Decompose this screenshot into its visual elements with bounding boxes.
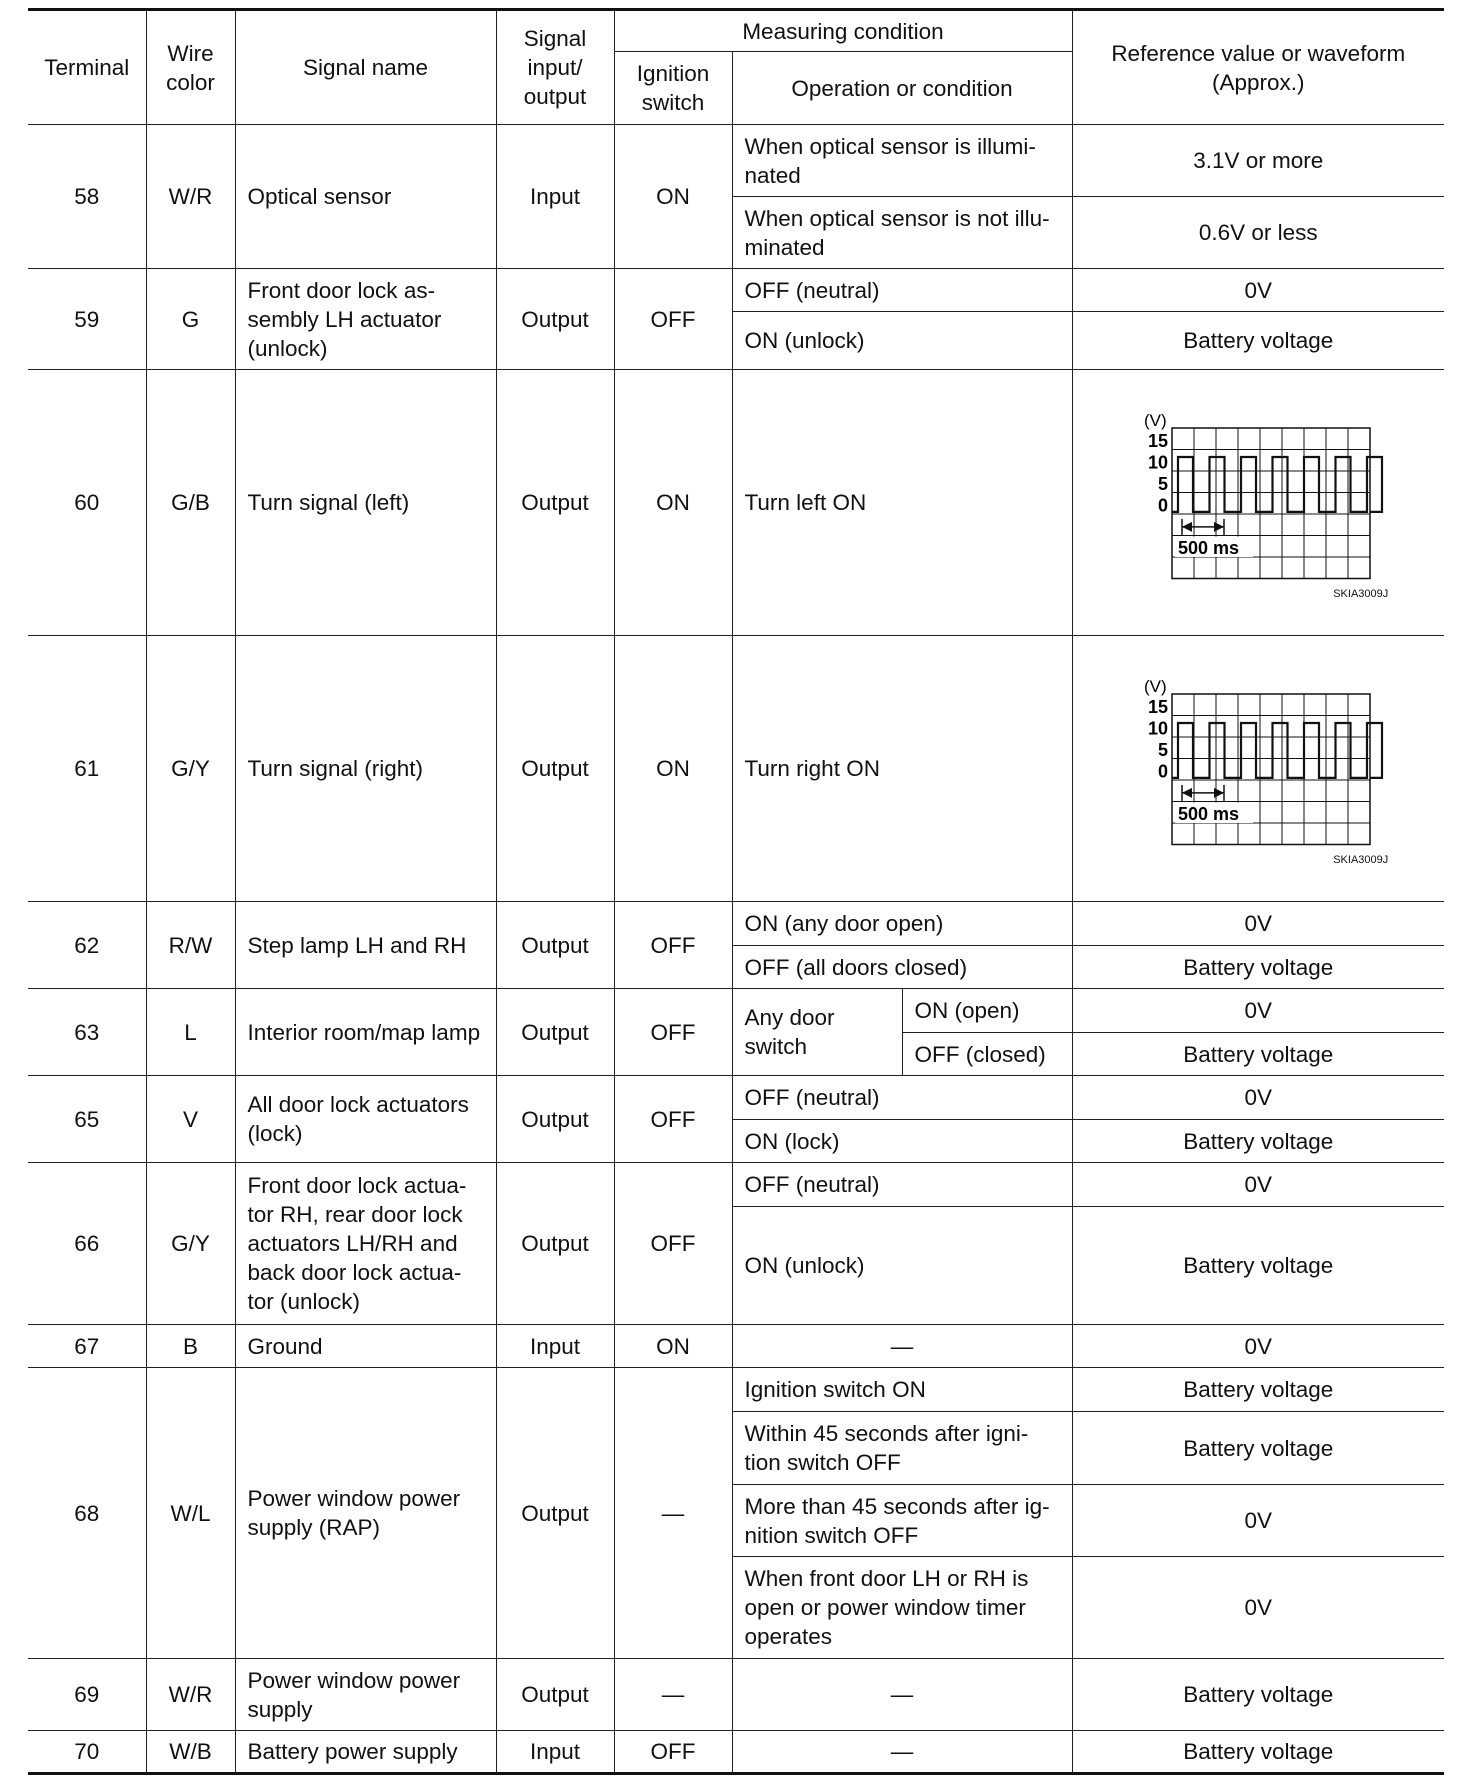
operation-cell: ON (unlock) [732,312,1072,370]
header-reference: Reference value or waveform (Approx.) [1072,10,1444,125]
reference-cell: Battery voltage [1072,1120,1444,1163]
operation-cell: — [732,1325,1072,1368]
ignition-cell: — [614,1368,732,1659]
reference-cell: Battery voltage [1072,1731,1444,1774]
terminal-cell: 60 [28,370,146,636]
signal-name-cell: Turn signal (left) [235,370,496,636]
signal-name-cell: Ground [235,1325,496,1368]
ignition-cell: — [614,1659,732,1731]
operation-cell: ON (open) [902,989,1072,1033]
terminal-spec-table [28,8,1444,1775]
terminal-cell: 67 [28,1325,146,1368]
turn-signal-waveform [1128,406,1388,586]
ignition-cell: OFF [614,1076,732,1163]
signal-io-cell: Output [496,269,614,370]
y-tick-label: 15 [1148,430,1169,451]
reference-cell: Battery voltage [1072,1368,1444,1412]
signal-name-cell: Battery power supply [235,1731,496,1774]
signal-io-cell: Output [496,1076,614,1163]
reference-cell: 0V [1072,1557,1444,1659]
reference-cell: 0V [1072,269,1444,312]
wire-color-cell: G/B [146,370,235,636]
operation-cell: ON (lock) [732,1120,1072,1163]
reference-cell: 0V [1072,1325,1444,1368]
operation-cell: When optical sensor is illumi-nated [732,125,1072,197]
signal-io-cell: Output [496,902,614,989]
signal-name-cell: Front door lock actua-tor RH, rear door lock actuators LH/RH and back door lock actua-tor (unlock) [235,1163,496,1325]
terminal-cell: 66 [28,1163,146,1325]
reference-waveform-cell [1072,370,1444,636]
signal-io-cell: Input [496,1731,614,1774]
operation-cell: More than 45 seconds after ig-nition switch OFF [732,1485,1072,1557]
y-unit-label: (V) [1144,676,1167,696]
header-measuring-condition: Measuring condition [614,10,1072,52]
operation-cell: — [732,1659,1072,1731]
wire-color-cell: G/Y [146,636,235,902]
signal-io-cell: Output [496,636,614,902]
signal-name-cell: Power window power supply (RAP) [235,1368,496,1659]
operation-cell: OFF (closed) [902,1033,1072,1076]
wire-color-cell: R/W [146,902,235,989]
wire-color-cell: G [146,269,235,370]
ignition-cell: ON [614,1325,732,1368]
signal-name-cell: All door lock actuators (lock) [235,1076,496,1163]
wire-color-cell: B [146,1325,235,1368]
waveform-trace [1172,457,1382,512]
wire-color-cell: L [146,989,235,1076]
reference-cell: 0V [1072,902,1444,946]
header-operation: Operation or condition [732,52,1072,125]
signal-io-cell: Input [496,125,614,269]
terminal-cell: 58 [28,125,146,269]
wire-color-cell: G/Y [146,1163,235,1325]
terminal-cell: 65 [28,1076,146,1163]
wire-color-cell: W/R [146,1659,235,1731]
ignition-cell: ON [614,370,732,636]
signal-io-cell: Output [496,989,614,1076]
operation-cell: OFF (neutral) [732,269,1072,312]
terminal-cell: 62 [28,902,146,989]
y-tick-label: 0 [1158,494,1169,515]
operation-cell: OFF (all doors closed) [732,946,1072,989]
ignition-cell: ON [614,636,732,902]
reference-cell: 0.6V or less [1072,197,1444,269]
figure-code: SKIA3009J [1333,853,1389,866]
reference-cell: 0V [1072,1485,1444,1557]
header-wire-color: Wire color [146,10,235,125]
y-tick-label: 10 [1148,717,1169,738]
signal-io-cell: Output [496,1659,614,1731]
reference-cell: Battery voltage [1072,1659,1444,1731]
terminal-cell: 70 [28,1731,146,1774]
operation-cell: When optical sensor is not illu-minated [732,197,1072,269]
operation-cell: OFF (neutral) [732,1076,1072,1120]
operation-cell: — [732,1731,1072,1774]
signal-io-cell: Output [496,370,614,636]
signal-name-cell: Interior room/map lamp [235,989,496,1076]
signal-name-cell: Optical sensor [235,125,496,269]
figure-code: SKIA3009J [1333,587,1389,600]
y-tick-label: 5 [1158,739,1169,760]
terminal-cell: 68 [28,1368,146,1659]
wire-color-cell: W/R [146,125,235,269]
terminal-cell: 59 [28,269,146,370]
time-division-label: 500 ms [1178,537,1240,558]
ignition-cell: OFF [614,989,732,1076]
ignition-cell: OFF [614,902,732,989]
operation-group-cell: Any door switch [732,989,902,1076]
ignition-cell: OFF [614,1731,732,1774]
time-division-label: 500 ms [1178,803,1240,824]
reference-cell: Battery voltage [1072,1033,1444,1076]
reference-cell: 0V [1072,1076,1444,1120]
header-signal-name: Signal name [235,10,496,125]
operation-cell: ON (unlock) [732,1207,1072,1325]
waveform-figure [1128,672,1388,866]
signal-name-cell: Front door lock as-sembly LH actuator (unlock) [235,269,496,370]
waveform-figure [1128,406,1388,600]
operation-cell: Turn left ON [732,370,1072,636]
y-tick-label: 5 [1158,473,1169,494]
wire-color-cell: V [146,1076,235,1163]
ignition-cell: ON [614,125,732,269]
operation-cell: Ignition switch ON [732,1368,1072,1412]
header-ignition-switch: Ignition switch [614,52,732,125]
wire-color-cell: W/L [146,1368,235,1659]
reference-cell: 3.1V or more [1072,125,1444,197]
terminal-cell: 63 [28,989,146,1076]
ignition-cell: OFF [614,1163,732,1325]
y-unit-label: (V) [1144,410,1167,430]
reference-waveform-cell [1072,636,1444,902]
reference-cell: Battery voltage [1072,1207,1444,1325]
waveform-trace [1172,723,1382,778]
reference-cell: 0V [1072,1163,1444,1207]
signal-io-cell: Output [496,1368,614,1659]
operation-cell: Within 45 seconds after igni-tion switch OFF [732,1412,1072,1485]
turn-signal-waveform [1128,672,1388,852]
reference-cell: Battery voltage [1072,946,1444,989]
operation-cell: Turn right ON [732,636,1072,902]
operation-cell: ON (any door open) [732,902,1072,946]
operation-cell: OFF (neutral) [732,1163,1072,1207]
signal-name-cell: Step lamp LH and RH [235,902,496,989]
header-terminal: Terminal [28,10,146,125]
signal-io-cell: Output [496,1163,614,1325]
wire-color-cell: W/B [146,1731,235,1774]
signal-name-cell: Turn signal (right) [235,636,496,902]
ignition-cell: OFF [614,269,732,370]
signal-name-cell: Power window power supply [235,1659,496,1731]
reference-cell: 0V [1072,989,1444,1033]
signal-io-cell: Input [496,1325,614,1368]
y-tick-label: 15 [1148,696,1169,717]
reference-cell: Battery voltage [1072,1412,1444,1485]
terminal-cell: 61 [28,636,146,902]
y-tick-label: 0 [1158,760,1169,781]
operation-cell: When front door LH or RH is open or power window timer operates [732,1557,1072,1659]
terminal-cell: 69 [28,1659,146,1731]
reference-cell: Battery voltage [1072,312,1444,370]
y-tick-label: 10 [1148,451,1169,472]
header-signal-io: Signal input/ output [496,10,614,125]
